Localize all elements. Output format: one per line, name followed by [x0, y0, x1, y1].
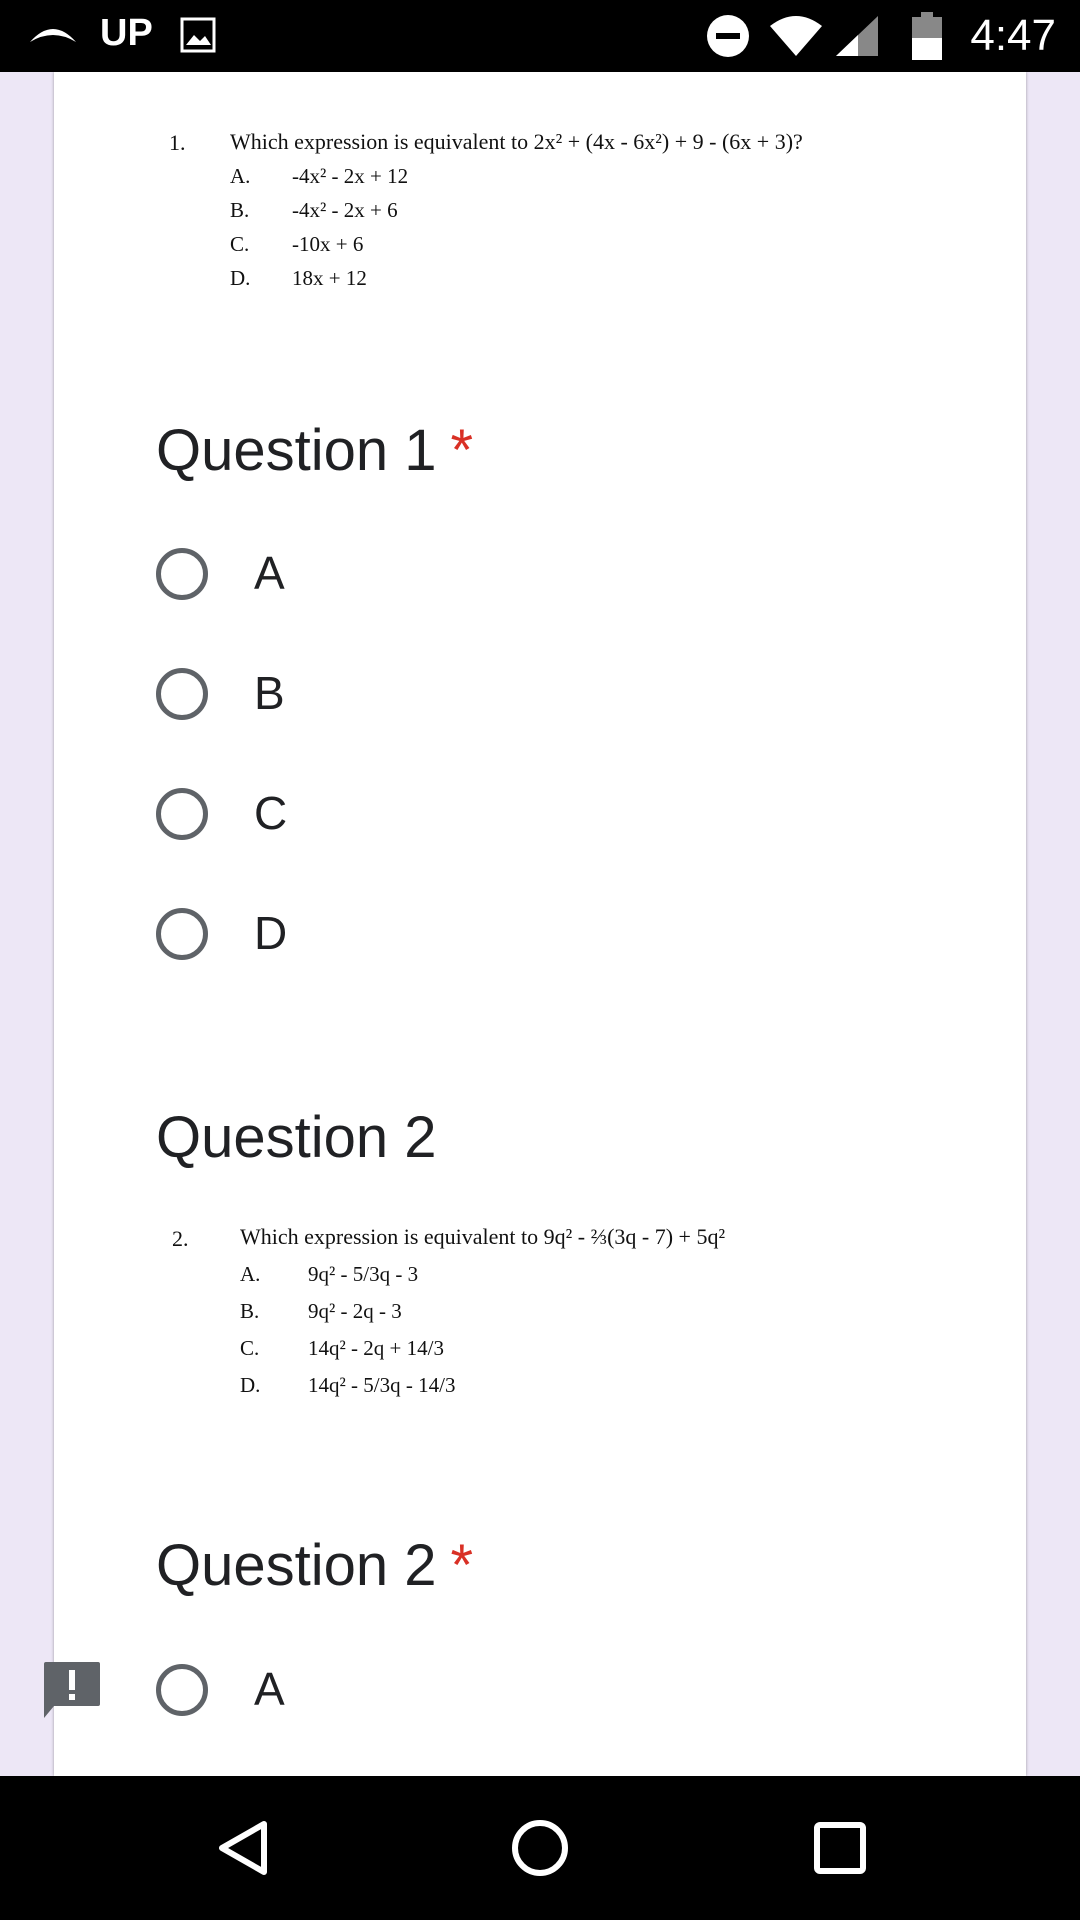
- radio-label: A: [254, 547, 285, 599]
- question-2-section-title-text: Question 2: [156, 1105, 437, 1170]
- radio-button[interactable]: [156, 908, 208, 960]
- question-2-title-text: Question 2: [156, 1533, 437, 1598]
- problem-1-stem: Which expression is equivalent to 2x² + (4x - 6x²) + 9 - (6x + 3)?: [230, 129, 803, 154]
- cell-signal-icon: [834, 14, 880, 58]
- feedback-icon[interactable]: [42, 1660, 102, 1718]
- swoosh-icon: [28, 22, 78, 48]
- back-icon[interactable]: [214, 1818, 274, 1878]
- problem-2-option-letter: B.: [240, 1299, 260, 1323]
- problem-2-stem: Which expression is equivalent to 9q² - ⅔(3q - 7) + 5q²: [240, 1224, 726, 1249]
- required-asterisk: *: [450, 1533, 474, 1598]
- radio-button[interactable]: [156, 548, 208, 600]
- problem-1-option-letter: B.: [230, 198, 250, 222]
- question-1-title-text: Question 1: [156, 418, 437, 483]
- problem-2-option-text: 14q² - 2q + 14/3: [308, 1336, 444, 1360]
- problem-2-option-letter: C.: [240, 1336, 260, 1360]
- problem-1-option-text: -4x² - 2x + 12: [292, 164, 409, 188]
- radio-button[interactable]: [156, 1664, 208, 1716]
- problem-2-number: 2.: [172, 1226, 189, 1251]
- navigation-bar: [0, 1776, 1080, 1920]
- problem-1-option-letter: C.: [230, 232, 250, 256]
- radio-label: C: [254, 787, 288, 839]
- problem-2-image: [54, 1202, 1026, 1482]
- radio-label: A: [254, 1663, 285, 1715]
- radio-button[interactable]: [156, 668, 208, 720]
- problem-2-option-text: 9q² - 2q - 3: [308, 1299, 402, 1323]
- carrier-label: UP: [100, 12, 153, 54]
- question-2-title: [156, 1532, 473, 1599]
- radio-label: B: [254, 667, 285, 719]
- problem-2-option-text: 9q² - 5/3q - 3: [308, 1262, 419, 1286]
- problem-2-option-letter: A.: [240, 1262, 261, 1286]
- problem-2-option-text: 14q² - 5/3q - 14/3: [308, 1373, 456, 1397]
- question-1-title: [156, 417, 473, 484]
- problem-1-option-letter: D.: [230, 266, 251, 290]
- problem-1-option-text: 18x + 12: [292, 266, 367, 290]
- radio-option-a[interactable]: [156, 538, 756, 618]
- problem-1-image: [54, 72, 1026, 302]
- radio-option-c[interactable]: [156, 778, 756, 858]
- form-card: [54, 72, 1026, 1776]
- home-icon[interactable]: [510, 1818, 570, 1878]
- do-not-disturb-icon: [706, 14, 750, 58]
- radio-option-d[interactable]: [156, 898, 756, 978]
- problem-1-option-letter: A.: [230, 164, 251, 188]
- problem-2-option-letter: D.: [240, 1373, 261, 1397]
- radio-option-a[interactable]: [156, 1654, 756, 1734]
- radio-option-b[interactable]: [156, 658, 756, 738]
- radio-button[interactable]: [156, 788, 208, 840]
- required-asterisk: *: [450, 418, 474, 483]
- radio-label: D: [254, 907, 288, 959]
- clock: 4:47: [970, 11, 1056, 60]
- problem-1-option-text: -10x + 6: [292, 232, 364, 256]
- question-2-section-title: [156, 1104, 437, 1171]
- recents-icon[interactable]: [810, 1818, 870, 1878]
- problem-1-number: 1.: [169, 130, 186, 155]
- problem-1-option-text: -4x² - 2x + 6: [292, 198, 398, 222]
- wifi-icon: [768, 14, 824, 58]
- battery-icon: [912, 12, 942, 60]
- status-bar: [0, 0, 1080, 72]
- image-notification-icon: [180, 17, 216, 53]
